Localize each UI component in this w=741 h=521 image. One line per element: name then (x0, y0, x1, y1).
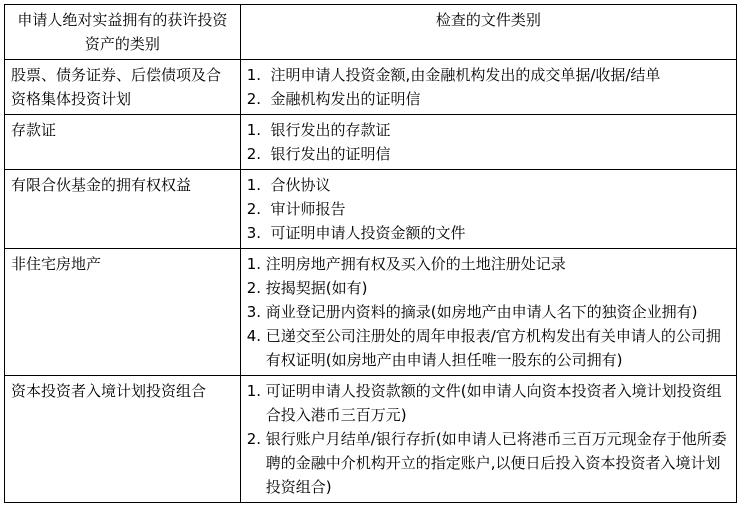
documents-cell (240, 170, 736, 249)
item-text: 银行发出的存款证 (270, 121, 391, 139)
document-item (247, 63, 730, 87)
item-number: 2. (246, 145, 271, 163)
header-category: 申请人绝对实益拥有的获许投资资产的类别 (5, 5, 241, 60)
table-row (5, 376, 737, 503)
document-item (247, 252, 730, 276)
item-text: 银行账户月结单/银行存折(如申请人已将港币三百万元现金存于他所委聘的金融中介机构开立的指定账户,以便日后投入资本投资者入境计划投资组合) (265, 430, 727, 496)
document-item (247, 379, 730, 427)
document-item (247, 118, 730, 142)
item-text: 银行发出的证明信 (270, 145, 391, 163)
table-row (5, 60, 737, 115)
item-number: 2. (246, 90, 271, 108)
document-checklist-table (4, 4, 737, 503)
item-text: 合伙协议 (270, 176, 331, 194)
item-text: 商业登记册内资料的摘录(如房地产由申请人名下的独资企业拥有) (265, 303, 698, 321)
document-item (247, 427, 730, 499)
documents-cell (240, 249, 736, 376)
table-row (5, 170, 737, 249)
category-cell: 有限合伙基金的拥有权权益 (5, 170, 241, 249)
document-item (247, 197, 730, 221)
item-number: 2. (246, 279, 266, 297)
item-number: 3. (246, 303, 266, 321)
document-item (247, 221, 730, 245)
item-number: 2. (246, 200, 271, 218)
item-number: 1. (246, 382, 266, 400)
category-cell: 股票、债务证券、后偿债项及合资格集体投资计划 (5, 60, 241, 115)
item-number: 1. (246, 255, 266, 273)
document-item (247, 300, 730, 324)
item-number: 1. (246, 176, 271, 194)
item-text: 可证明申请人投资金额的文件 (270, 224, 466, 242)
item-number: 4. (246, 327, 266, 345)
category-cell: 资本投资者入境计划投资组合 (5, 376, 241, 503)
item-text: 审计师报告 (270, 200, 346, 218)
category-cell: 存款证 (5, 115, 241, 170)
category-cell: 非住宅房地产 (5, 249, 241, 376)
document-item (247, 87, 730, 111)
document-item (247, 276, 730, 300)
item-text: 已递交至公司注册处的周年申报表/官方机构发出有关申请人的公司拥有权证明(如房地产由申请人担任唯一股东的公司拥有) (265, 327, 721, 369)
documents-cell (240, 60, 736, 115)
item-text: 注明房地产拥有权及买入价的土地注册处记录 (265, 255, 566, 273)
item-text: 按揭契据(如有) (265, 279, 368, 297)
item-number: 2. (246, 430, 266, 448)
header-documents: 检查的文件类别 (240, 5, 736, 60)
document-item (247, 142, 730, 166)
item-text: 注明申请人投资金额,由金融机构发出的成交单据/收据/结单 (270, 66, 661, 84)
table-row (5, 115, 737, 170)
table-row (5, 249, 737, 376)
item-text: 金融机构发出的证明信 (270, 90, 421, 108)
item-number: 1. (246, 121, 271, 139)
document-item (247, 173, 730, 197)
documents-cell (240, 376, 736, 503)
document-item (247, 324, 730, 372)
item-number: 3. (246, 224, 271, 242)
documents-cell (240, 115, 736, 170)
item-text: 可证明申请人投资款额的文件(如申请人向资本投资者入境计划投资组合投入港币三百万元) (265, 382, 722, 424)
header-row (5, 5, 737, 60)
item-number: 1. (246, 66, 271, 84)
